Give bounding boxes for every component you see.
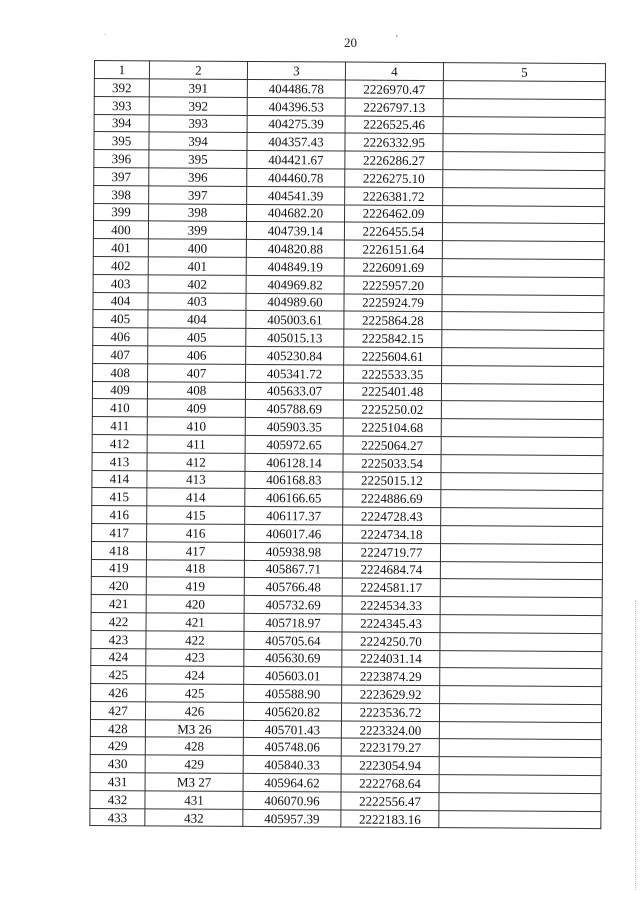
- table-cell-col-1: 394: [94, 114, 149, 132]
- table-cell-col-4: 2226275.10: [345, 169, 443, 187]
- table-cell-col-5: [443, 116, 605, 135]
- stray-mark: ': [396, 34, 398, 45]
- table-cell-col-3: 405867.71: [244, 560, 342, 578]
- table-cell-col-5: [440, 615, 602, 634]
- table-cell-col-5: [439, 739, 601, 758]
- table-cell-col-4: 2223536.72: [341, 703, 439, 721]
- table-cell-col-5: [443, 205, 605, 224]
- table-cell-col-3: 404486.78: [247, 79, 345, 97]
- table-cell-col-4: 2223629.92: [342, 685, 440, 703]
- table-cell-col-5: [441, 419, 603, 438]
- table-cell-col-3: 405003.61: [246, 311, 344, 329]
- table-cell-col-4: 2226462.09: [345, 205, 443, 223]
- table-cell-col-2: 419: [146, 577, 244, 595]
- table-cell-col-5: [439, 775, 601, 794]
- table-cell-col-2: 420: [146, 595, 244, 613]
- table-cell-col-2: 425: [146, 684, 244, 702]
- table-cell-col-2: 421: [146, 613, 244, 631]
- table-cell-col-2: 403: [148, 292, 246, 310]
- table-cell-col-4: 2224581.17: [342, 578, 440, 596]
- table-cell-col-5: [442, 312, 604, 331]
- table-cell-col-2: 405: [148, 328, 246, 346]
- table-cell-col-2: 402: [148, 275, 246, 293]
- table-cell-col-5: [441, 526, 603, 545]
- table-cell-col-2: 422: [146, 631, 244, 649]
- table-cell-col-2: 391: [149, 79, 247, 97]
- table-cell-col-1: 425: [91, 666, 146, 684]
- table-cell-col-4: 2224031.14: [342, 650, 440, 668]
- table-cell-col-4: 2225033.54: [343, 454, 441, 472]
- table-cell-col-1: 398: [94, 185, 149, 203]
- table-cell-col-5: [440, 632, 602, 651]
- table-cell-col-3: 405588.90: [244, 685, 342, 703]
- table-cell-col-3: 405630.69: [244, 649, 342, 667]
- table-cell-col-1: 422: [91, 612, 146, 630]
- table-cell-col-4: 2226151.64: [344, 240, 442, 258]
- table-cell-col-3: 404357.43: [247, 133, 345, 151]
- table-cell-col-1: 397: [94, 167, 149, 185]
- table-cell-col-3: 405840.33: [243, 756, 341, 774]
- column-header: 5: [443, 63, 605, 82]
- table-cell-col-4: 2226091.69: [344, 258, 442, 276]
- table-cell-col-3: 405230.84: [246, 346, 344, 364]
- table-cell-col-5: [443, 134, 605, 153]
- table-cell-col-1: 407: [93, 345, 148, 363]
- table-cell-col-5: [440, 650, 602, 669]
- table-cell-col-2: 398: [149, 203, 247, 221]
- table-cell-col-2: 412: [147, 453, 245, 471]
- table-cell-col-5: [441, 437, 603, 456]
- table-cell-col-1: 393: [94, 96, 149, 114]
- table-cell-col-5: [441, 383, 603, 402]
- table-cell-col-1: 396: [94, 150, 149, 168]
- table-cell-col-4: 2226455.54: [344, 222, 442, 240]
- table-cell-col-2: 416: [147, 524, 245, 542]
- table-cell-col-5: [439, 721, 601, 740]
- table-cell-col-1: 410: [92, 399, 147, 417]
- table-cell-col-5: [441, 508, 603, 527]
- table-cell-col-1: 431: [90, 773, 145, 791]
- table-cell-col-1: 408: [93, 363, 148, 381]
- table-cell-col-3: 406070.96: [243, 791, 341, 809]
- table-cell-col-2: 393: [149, 114, 247, 132]
- table-cell-col-4: 2225957.20: [344, 276, 442, 294]
- table-cell-col-5: [442, 294, 604, 313]
- table-cell-col-2: 404: [148, 310, 246, 328]
- table-cell-col-2: 410: [147, 417, 245, 435]
- table-cell-col-1: 401: [93, 239, 148, 257]
- table-cell-col-4: 2225104.68: [343, 418, 441, 436]
- table-cell-col-4: 2225604.61: [344, 347, 442, 365]
- table-cell-col-2: 423: [146, 648, 244, 666]
- table-cell-col-5: [442, 223, 604, 242]
- table-cell-col-2: 396: [149, 168, 247, 186]
- coordinates-table: [89, 60, 606, 830]
- table-cell-col-2: 401: [148, 257, 246, 275]
- table-cell-col-1: 424: [91, 648, 146, 666]
- table-cell-col-4: 2222768.64: [341, 774, 439, 792]
- table-cell-col-3: 404421.67: [247, 151, 345, 169]
- table-cell-col-3: 405788.69: [245, 400, 343, 418]
- table-cell-col-1: 432: [90, 790, 145, 808]
- table-cell-col-3: 404460.78: [247, 168, 345, 186]
- table-cell-col-3: 405766.48: [244, 578, 342, 596]
- table-cell-col-3: 406128.14: [245, 453, 343, 471]
- table-cell-col-1: 429: [90, 737, 145, 755]
- table-cell-col-4: 2224886.69: [343, 489, 441, 507]
- table-cell-col-2: 414: [147, 488, 245, 506]
- table-cell-col-2: 392: [149, 97, 247, 115]
- table-cell-col-1: 395: [94, 132, 149, 150]
- table-cell-col-3: 405701.43: [243, 720, 341, 738]
- table-cell-col-1: 433: [90, 808, 145, 826]
- table-cell-col-3: 405341.72: [246, 364, 344, 382]
- table-cell-col-4: 2224345.43: [342, 614, 440, 632]
- table-cell-col-5: [443, 152, 605, 171]
- table-cell-col-2: 413: [147, 470, 245, 488]
- table-cell-col-1: 409: [92, 381, 147, 399]
- table-cell-col-5: [440, 597, 602, 616]
- column-header: 1: [94, 61, 149, 79]
- table-cell-col-2: 400: [148, 239, 246, 257]
- table-cell-col-4: 2225250.02: [343, 400, 441, 418]
- table-cell-col-3: 405972.65: [245, 435, 343, 453]
- table-cell-col-1: 420: [91, 577, 146, 595]
- table-cell-col-2: 407: [148, 364, 246, 382]
- table-cell-col-2: 424: [146, 666, 244, 684]
- column-header: 4: [345, 62, 443, 81]
- table-cell-col-4: 2224250.70: [342, 632, 440, 650]
- table-body: [90, 79, 606, 830]
- table-cell-col-4: 2226525.46: [345, 116, 443, 134]
- table-cell-col-2: 399: [148, 221, 246, 239]
- table-cell-col-2: 395: [149, 150, 247, 168]
- table-cell-col-4: 2224728.43: [343, 507, 441, 525]
- table-cell-col-5: [441, 472, 603, 491]
- table-cell-col-3: 405964.62: [243, 774, 341, 792]
- table-cell-col-4: 2224684.74: [342, 561, 440, 579]
- table-cell-col-3: 404541.39: [247, 186, 345, 204]
- table-cell-col-1: 400: [93, 221, 148, 239]
- table-cell-col-3: 405705.64: [244, 631, 342, 649]
- table-cell-col-4: 2222183.16: [341, 810, 439, 828]
- table-cell-col-2: МЗ 27: [145, 773, 243, 791]
- table-cell-col-4: 2223179.27: [341, 739, 439, 757]
- table-cell-col-3: 404820.88: [246, 240, 344, 258]
- table-cell-col-1: 428: [90, 719, 145, 737]
- table-cell-col-2: 406: [148, 346, 246, 364]
- table-cell-col-5: [440, 686, 602, 705]
- table-cell-col-2: 415: [147, 506, 245, 524]
- table-cell-col-5: [439, 704, 601, 723]
- table-cell-col-1: 415: [92, 488, 147, 506]
- table-cell-col-4: 2225015.12: [343, 472, 441, 490]
- table-cell-col-3: 406117.37: [245, 507, 343, 525]
- table-cell-col-1: 403: [93, 274, 148, 292]
- table-cell-col-2: 408: [147, 381, 245, 399]
- table-cell-col-2: МЗ 26: [145, 720, 243, 738]
- table-cell-col-4: 2226332.95: [345, 133, 443, 151]
- table-cell-col-3: 404849.19: [246, 257, 344, 275]
- table-cell-col-1: 426: [91, 684, 146, 702]
- table-cell-col-5: [442, 365, 604, 384]
- table-cell-col-1: 413: [92, 452, 147, 470]
- table-cell-col-5: [443, 187, 605, 206]
- table-cell-col-1: 421: [91, 595, 146, 613]
- table-cell-col-4: 2225864.28: [344, 311, 442, 329]
- table-cell-col-4: 2226381.72: [345, 187, 443, 205]
- table-cell-col-2: 397: [149, 186, 247, 204]
- table-cell-col-3: 405603.01: [244, 667, 342, 685]
- table-cell-col-5: [442, 259, 604, 278]
- table-cell-col-2: 432: [145, 808, 243, 826]
- table-cell-col-2: 409: [147, 399, 245, 417]
- column-header: 3: [247, 61, 345, 80]
- table-cell-col-5: [443, 81, 605, 100]
- table-cell-col-3: 406168.83: [245, 471, 343, 489]
- table-cell-col-5: [439, 810, 601, 829]
- table-cell-col-3: 405748.06: [243, 738, 341, 756]
- table-cell-col-5: [442, 241, 604, 260]
- table-cell-col-4: 2224534.33: [342, 596, 440, 614]
- table-cell-col-3: 404739.14: [246, 222, 344, 240]
- table-cell-col-2: 426: [145, 702, 243, 720]
- table-cell-col-1: 392: [94, 79, 149, 97]
- table-cell-col-3: 406166.65: [245, 489, 343, 507]
- table-cell-col-1: 414: [92, 470, 147, 488]
- table-cell-col-1: 430: [90, 755, 145, 773]
- table-row: [90, 808, 601, 829]
- table-cell-col-4: 2223054.94: [341, 756, 439, 774]
- page-number: 20: [344, 35, 357, 50]
- table-cell-col-3: 405015.13: [246, 329, 344, 347]
- table-cell-col-4: 2226286.27: [345, 151, 443, 169]
- table-cell-col-1: 417: [92, 523, 147, 541]
- table-cell-col-5: [441, 490, 603, 509]
- table-cell-col-5: [442, 330, 604, 349]
- table-cell-col-1: 419: [91, 559, 146, 577]
- table-cell-col-2: 429: [145, 755, 243, 773]
- table-cell-col-3: 404969.82: [246, 275, 344, 293]
- table-cell-col-1: 402: [93, 256, 148, 274]
- table-cell-col-3: 405620.82: [243, 702, 341, 720]
- table-cell-col-5: [439, 792, 601, 811]
- table-cell-col-4: 2225842.15: [344, 329, 442, 347]
- table-cell-col-4: 2223874.29: [342, 667, 440, 685]
- table-cell-col-5: [443, 170, 605, 189]
- table-cell-col-4: 2225533.35: [344, 365, 442, 383]
- table-cell-col-2: 428: [145, 737, 243, 755]
- table-cell-col-5: [439, 757, 601, 776]
- table-cell-col-1: 404: [93, 292, 148, 310]
- table-cell-col-4: 2225924.79: [344, 294, 442, 312]
- table-cell-col-2: 417: [146, 542, 244, 560]
- table-cell-col-1: 411: [92, 417, 147, 435]
- table-cell-col-3: 405938.98: [244, 542, 342, 560]
- table-cell-col-5: [443, 98, 605, 117]
- scan-margin-dots: [633, 600, 636, 890]
- table-cell-col-5: [440, 668, 602, 687]
- table-cell-col-1: 416: [92, 506, 147, 524]
- table-cell-col-5: [440, 543, 602, 562]
- scan-speck: .: [104, 28, 106, 37]
- table-cell-col-3: 404682.20: [247, 204, 345, 222]
- table-cell-col-3: 405633.07: [245, 382, 343, 400]
- table-cell-col-4: 2226970.47: [345, 80, 443, 98]
- table-cell-col-1: 412: [92, 434, 147, 452]
- table-cell-col-5: [441, 454, 603, 473]
- table-cell-col-4: 2223324.00: [341, 721, 439, 739]
- table-cell-col-4: 2224719.77: [342, 543, 440, 561]
- table-cell-col-3: 404396.53: [247, 97, 345, 115]
- table-cell-col-1: 406: [93, 328, 148, 346]
- table-cell-col-4: 2224734.18: [343, 525, 441, 543]
- table-cell-col-1: 405: [93, 310, 148, 328]
- table-cell-col-3: 405957.39: [243, 809, 341, 827]
- table-cell-col-3: 404275.39: [247, 115, 345, 133]
- table-cell-col-4: 2226797.13: [345, 98, 443, 116]
- table-cell-col-3: 405732.69: [244, 596, 342, 614]
- table-cell-col-5: [440, 561, 602, 580]
- table-cell-col-4: 2225401.48: [343, 383, 441, 401]
- table-cell-col-3: 404989.60: [246, 293, 344, 311]
- table-cell-col-5: [442, 276, 604, 295]
- table-cell-col-1: 427: [90, 701, 145, 719]
- table-cell-col-2: 431: [145, 791, 243, 809]
- table-cell-col-2: 411: [147, 435, 245, 453]
- table-cell-col-2: 418: [146, 559, 244, 577]
- table-cell-col-3: 405903.35: [245, 418, 343, 436]
- column-header: 2: [149, 61, 247, 80]
- table-cell-col-1: 418: [91, 541, 146, 559]
- table-cell-col-3: 405718.97: [244, 613, 342, 631]
- table-cell-col-5: [440, 579, 602, 598]
- table-cell-col-1: 399: [94, 203, 149, 221]
- table-cell-col-4: 2225064.27: [343, 436, 441, 454]
- table-cell-col-5: [441, 401, 603, 420]
- table-cell-col-3: 406017.46: [245, 524, 343, 542]
- table-cell-col-5: [442, 348, 604, 367]
- table-cell-col-1: 423: [91, 630, 146, 648]
- table-cell-col-4: 2222556.47: [341, 792, 439, 810]
- table-cell-col-2: 394: [149, 132, 247, 150]
